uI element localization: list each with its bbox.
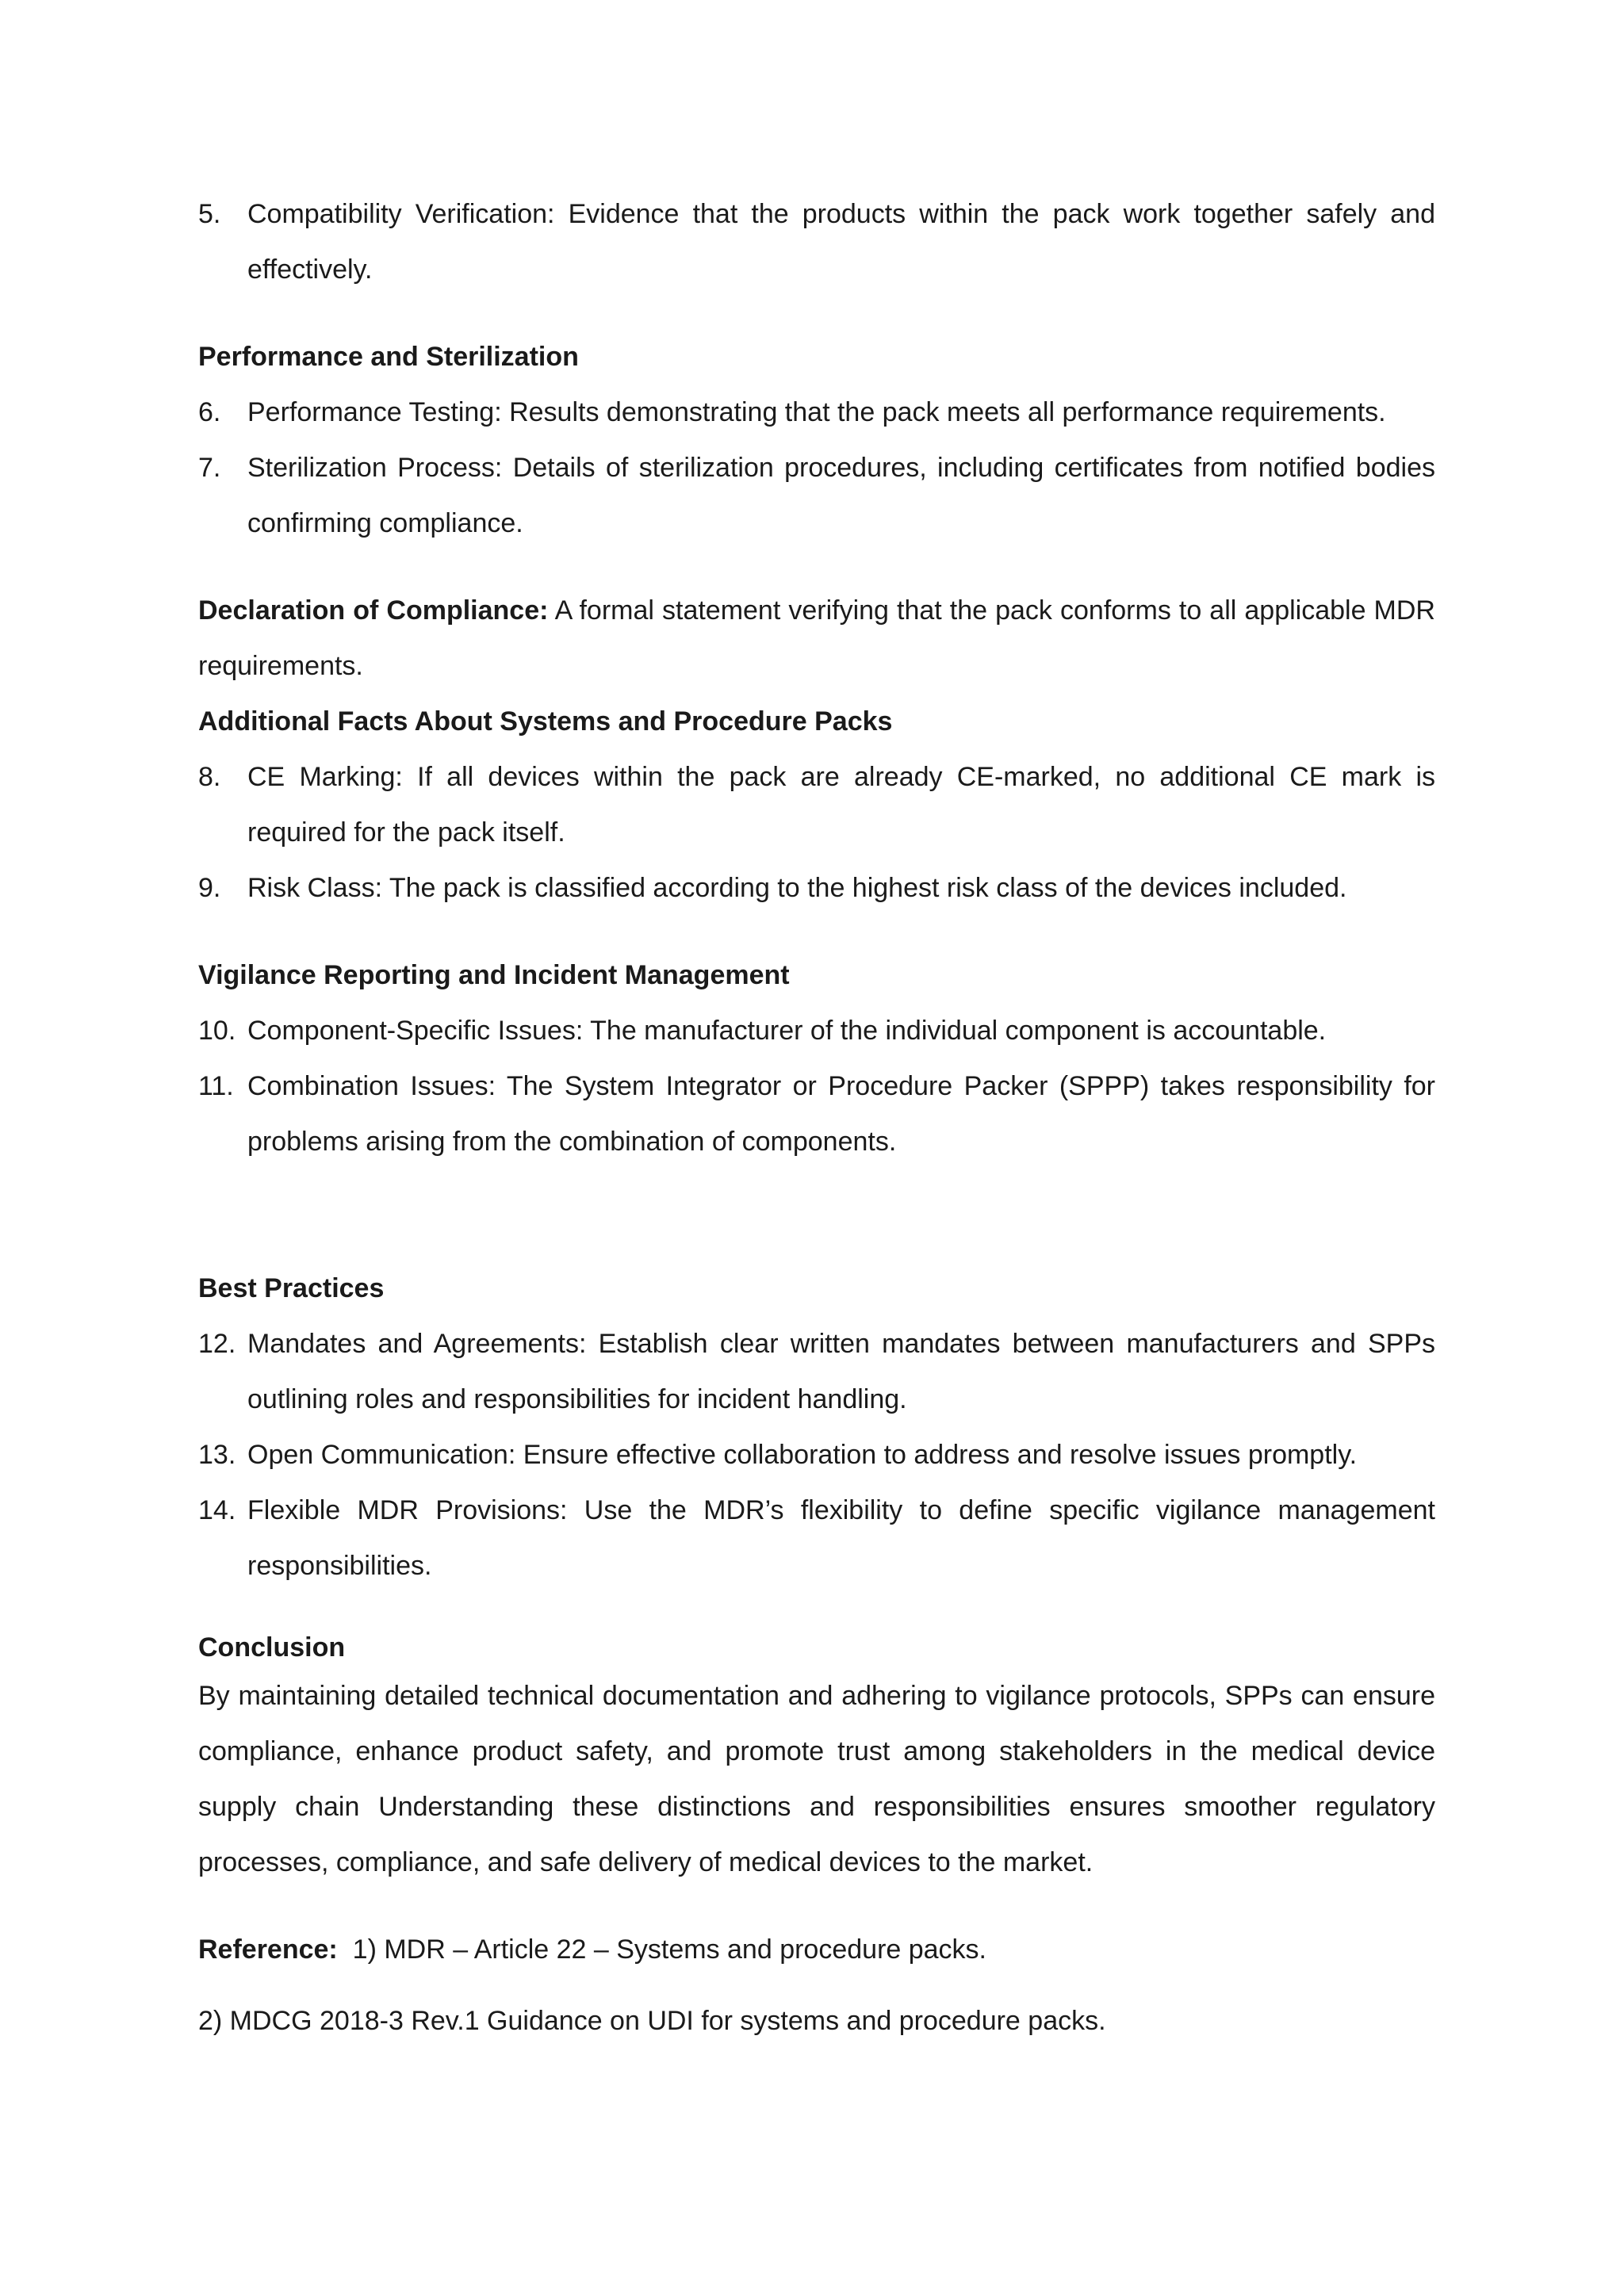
list-number: 13. [198, 1440, 236, 1470]
list-number: 10. [198, 1016, 236, 1046]
list-text: Sterilization Process: Details of sterilization procedures, including certificates from notified bodies confirming compliance. [247, 453, 1435, 538]
list-item [198, 385, 1435, 440]
list-text: Flexible MDR Provisions: Use the MDR’s flexibility to define specific vigilance management responsibilities. [247, 1495, 1435, 1581]
list-text: Component-Specific Issues: The manufacturer of the individual component is accountable. [247, 1016, 1327, 1046]
list-number: 8. [198, 762, 221, 792]
list-number: 7. [198, 453, 221, 483]
list-item [198, 1003, 1435, 1058]
list-item [198, 1427, 1435, 1483]
conclusion-paragraph: By maintaining detailed technical documentation and adhering to vigilance protocols, SPPs can ensure compliance, enhance product safety, and promote trust among stakeholders in the medical device supply chain Understanding these distinctions and responsibilities ensures smoother regulatory processes, compliance, and safe delivery of medical devices to the market. [198, 1681, 1435, 1877]
list-number: 14. [198, 1495, 236, 1525]
list-text: Mandates and Agreements: Establish clear written mandates between manufacturers and SPPs outlining roles and responsibilities for incident handling. [247, 1329, 1435, 1414]
section-heading-best-practices: Best Practices [198, 1273, 385, 1303]
list-text: CE Marking: If all devices within the pack are already CE-marked, no additional CE mark is required for the pack itself. [247, 762, 1435, 848]
document-content [198, 186, 1435, 2049]
list-item [198, 1316, 1435, 1427]
list-text: Combination Issues: The System Integrator or Procedure Packer (SPPP) takes responsibility for problems arising from the combination of components. [247, 1071, 1435, 1157]
list-number: 12. [198, 1329, 236, 1359]
list-text: Compatibility Verification: Evidence that the products within the pack work together safely and effectively. [247, 199, 1435, 285]
list-item [198, 1058, 1435, 1169]
list-text: Risk Class: The pack is classified according to the highest risk class of the devices included. [247, 873, 1347, 903]
list-item [198, 440, 1435, 551]
section-heading-additional: Additional Facts About Systems and Procedure Packs [198, 706, 893, 737]
reference-label: Reference: [198, 1934, 338, 1965]
section-heading-conclusion: Conclusion [198, 1632, 346, 1663]
list-item-compatibility [198, 186, 1435, 297]
list-number: 9. [198, 873, 221, 903]
list-number: 11. [198, 1071, 234, 1101]
list-item [198, 749, 1435, 860]
list-number: 5. [198, 199, 221, 229]
list-number: 6. [198, 397, 221, 427]
section-heading-performance: Performance and Sterilization [198, 342, 579, 372]
declaration-paragraph [198, 583, 1435, 694]
reference-line-2: 2) MDCG 2018-3 Rev.1 Guidance on UDI for systems and procedure packs. [198, 2006, 1106, 2036]
list-item [198, 860, 1435, 916]
reference-first: 1) MDR – Article 22 – Systems and procedure packs. [352, 1934, 987, 1965]
declaration-text: A formal statement verifying that the pack conforms to all applicable MDR requirements. [198, 595, 1435, 681]
list-text: Performance Testing: Results demonstrating that the pack meets all performance requirements. [247, 397, 1386, 427]
declaration-label: Declaration of Compliance: [198, 595, 549, 626]
reference-line-1 [198, 1922, 1435, 1977]
list-text: Open Communication: Ensure effective collaboration to address and resolve issues promptly. [247, 1440, 1358, 1470]
section-heading-vigilance: Vigilance Reporting and Incident Management [198, 960, 790, 990]
list-item [198, 1483, 1435, 1594]
